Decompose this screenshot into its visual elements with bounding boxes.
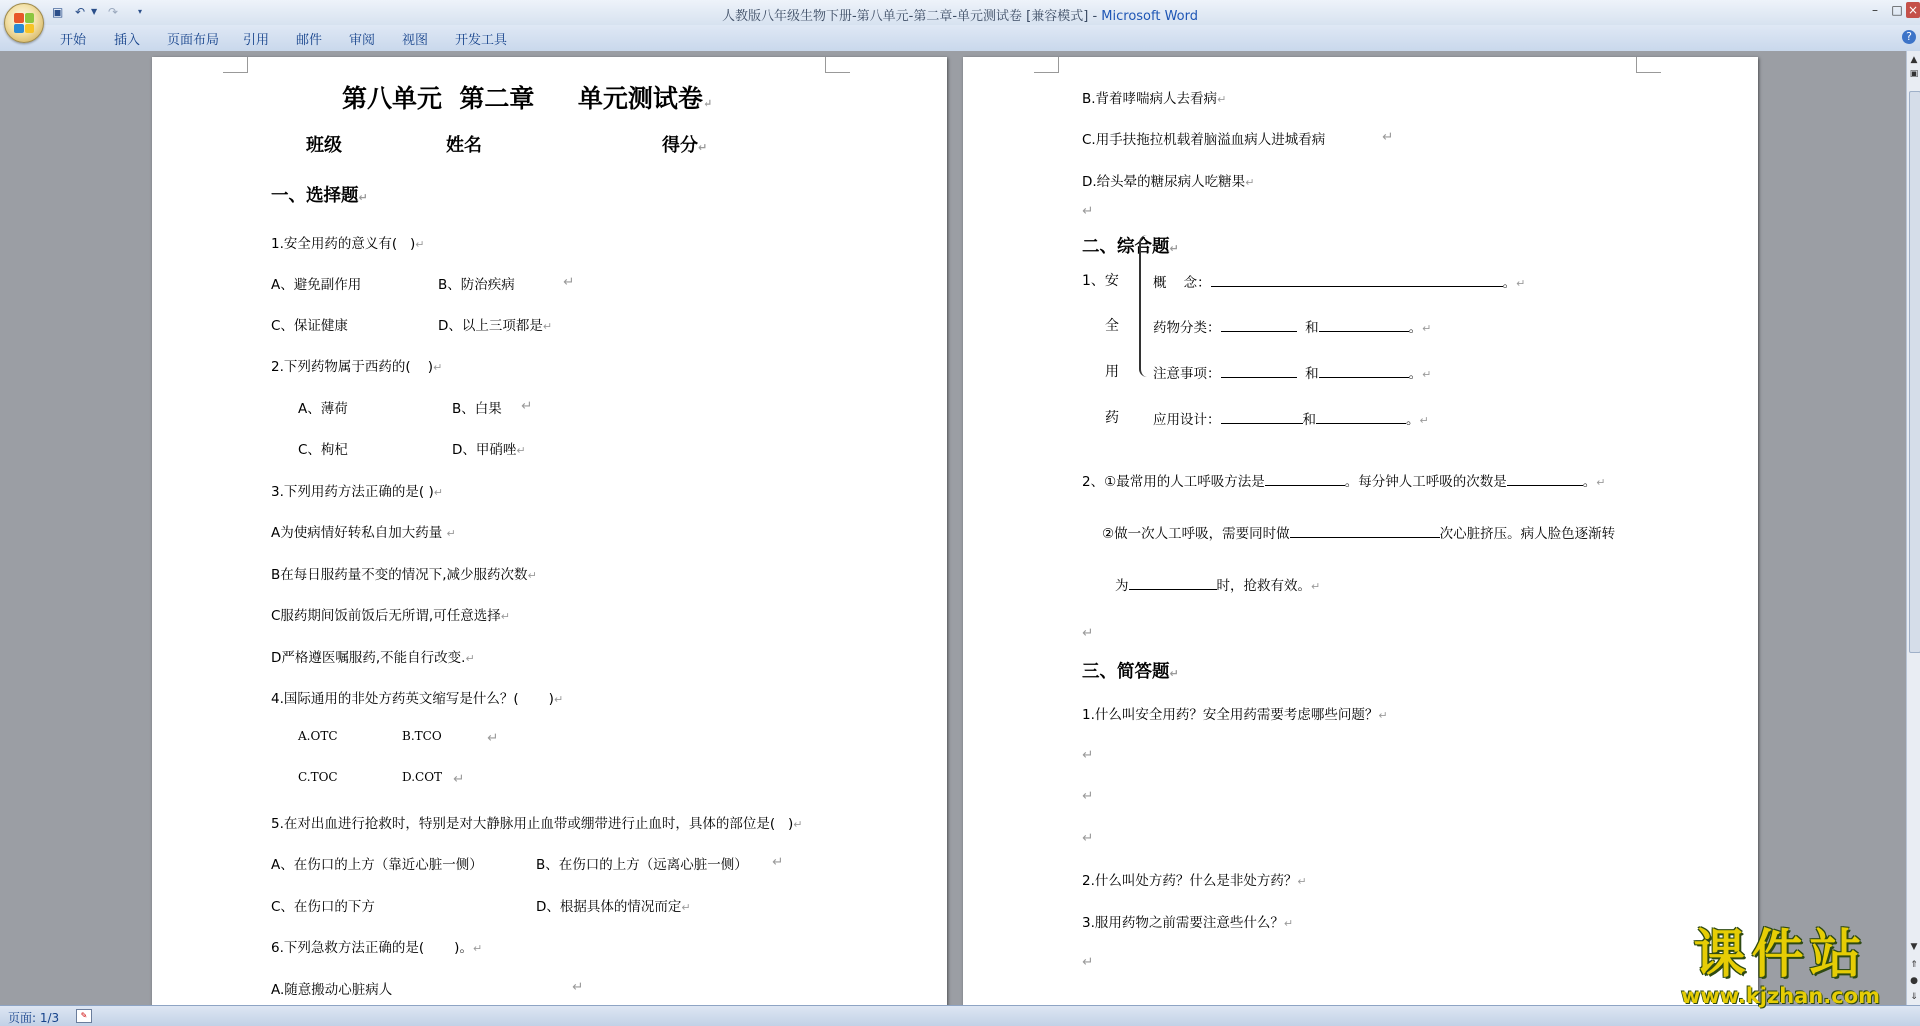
q6-option-b [1082, 87, 1226, 107]
s2-q2-part3-a: 为 [1115, 578, 1129, 594]
header-class-label: 班级 [306, 135, 342, 156]
blank-field[interactable] [1290, 523, 1440, 538]
help-icon[interactable]: ? [1902, 30, 1916, 44]
title-bar [0, 0, 1920, 25]
window-title-doc: 人教版八年级生物下册-第八单元-第二章-单元测试卷 [兼容模式] [721, 9, 1089, 24]
paragraph-mark: ↵ [542, 320, 553, 333]
paragraph-mark: ↵ [1516, 277, 1526, 290]
office-logo-icon [14, 13, 34, 33]
s2-end-mark: 。 [1408, 366, 1423, 382]
watermark-logo [1648, 926, 1913, 1008]
question-6 [271, 936, 482, 956]
paragraph-mark: ↵ [1082, 203, 1094, 219]
q1-option-d-text: D、以上三项都是 [438, 318, 543, 334]
select-browse-object-icon[interactable]: ● [1910, 976, 1918, 986]
q2-option-d-text: D、甲硝唑 [452, 442, 517, 458]
s2-q1-vertical-char: 全 [1105, 318, 1119, 334]
document-area [0, 51, 1906, 1005]
paragraph-mark: ↵ [793, 818, 803, 831]
blank-field[interactable] [1221, 317, 1297, 332]
question-1 [271, 232, 425, 252]
question-4-text: 4.国际通用的非处方药英文缩写是什么？( ) [271, 691, 554, 707]
minimize-button[interactable]: – [1872, 3, 1878, 17]
s2-application-label: 应用设计： [1153, 412, 1221, 428]
previous-page-icon[interactable]: ⇑ [1910, 960, 1918, 970]
q4-option-d: D.COT [402, 770, 443, 784]
tab-mailings[interactable]: 邮件 [296, 33, 323, 48]
paragraph-mark: ↵ [1082, 954, 1094, 970]
q5-option-b: B、在伤口的上方（远离心脏一侧） [536, 857, 748, 873]
paragraph-mark: ↵ [446, 527, 456, 540]
q6-option-c: C.用手扶拖拉机载着脑溢血病人进城看病 [1082, 132, 1326, 148]
s2-and: 和 [1305, 320, 1319, 336]
redo-icon[interactable]: ↷ [108, 5, 119, 19]
tab-insert[interactable]: 插入 [114, 33, 141, 48]
section-heading-3-text: 三、简答题 [1082, 662, 1170, 682]
ribbon-tab-bar [0, 25, 1920, 52]
header-name-label: 姓名 [446, 135, 482, 156]
customize-toolbar-icon[interactable]: ▾ [138, 7, 143, 16]
blank-field[interactable] [1319, 317, 1409, 332]
paragraph-mark: ↵ [1082, 830, 1094, 846]
s2-and: 和 [1302, 412, 1316, 428]
q2-option-a: A、薄荷 [298, 401, 348, 417]
q3-option-a-text: A为使病情好转私自加大药量 [271, 525, 443, 541]
s2-q1-prefix: 1、安 [1082, 273, 1119, 289]
paragraph-mark: ↵ [1419, 414, 1429, 427]
paragraph-mark: ↵ [698, 141, 708, 154]
header-score-label: 得分 [662, 135, 698, 156]
brace-icon [1139, 235, 1151, 377]
paragraph-mark: ↵ [1245, 176, 1255, 189]
paragraph-mark: ↵ [1422, 368, 1432, 381]
paragraph-mark: ↵ [702, 97, 713, 110]
paragraph-mark: ↵ [1169, 242, 1179, 255]
office-button[interactable] [4, 3, 44, 43]
q5-option-d [536, 895, 691, 915]
s2-notes-label: 注意事项： [1153, 366, 1221, 382]
s2-notes-row [1153, 362, 1431, 382]
window-title-sep: - [1088, 9, 1102, 24]
window-title-app: Microsoft Word [1101, 9, 1199, 24]
paragraph-mark: ↵ [1596, 476, 1606, 489]
scrollbar-thumb[interactable] [1909, 91, 1920, 653]
paragraph-mark: ↵ [1297, 875, 1307, 888]
tab-developer[interactable]: 开发工具 [455, 33, 508, 48]
paragraph-mark: ↵ [453, 771, 465, 787]
paragraph-mark: ↵ [1082, 625, 1094, 641]
window-title [0, 5, 1920, 24]
s2-end-mark: 。 [1502, 275, 1517, 291]
q5-option-d-text: D、根据具体的情况而定 [536, 899, 682, 915]
paragraph-mark: ↵ [772, 854, 784, 870]
watermark-url: www.kjzhan.com [1680, 984, 1881, 1008]
question-2 [271, 355, 442, 375]
s2-question-2-line-1 [1082, 470, 1605, 490]
undo-icon[interactable]: ↶ [75, 5, 86, 19]
paragraph-mark: ↵ [1378, 709, 1388, 722]
q6-option-a: A.随意搬动心脏病人 [271, 982, 393, 998]
paragraph-mark: ↵ [527, 569, 537, 582]
s2-and: 和 [1305, 366, 1319, 382]
s3-question-3 [1082, 911, 1293, 931]
vertical-scrollbar[interactable] [1906, 51, 1920, 1005]
q3-option-c [271, 604, 510, 624]
s3-question-1-text: 1.什么叫安全用药？安全用药需要考虑哪些问题？ [1082, 707, 1379, 723]
status-bar [0, 1005, 1920, 1026]
s2-q2-part2-a: ②做一次人工呼吸，需要同时做 [1102, 526, 1290, 542]
scroll-down-icon[interactable]: ▼ [1910, 942, 1918, 952]
q3-option-d [271, 646, 475, 666]
save-icon[interactable]: ▣ [52, 5, 64, 19]
q1-option-d [438, 314, 552, 334]
s2-end-mark: 。 [1406, 412, 1420, 428]
maximize-button[interactable]: □ [1891, 3, 1903, 17]
paragraph-mark: ↵ [1311, 580, 1321, 593]
tab-references[interactable]: 引用 [243, 33, 270, 48]
s2-q2-part1-b: 。每分钟人工呼吸的次数是 [1344, 474, 1507, 490]
blank-field[interactable] [1129, 575, 1217, 590]
q5-option-a: A、在伤口的上方（靠近心脏一侧） [271, 857, 483, 873]
q4-option-a: A.OTC [298, 729, 338, 743]
q6-option-d [1082, 170, 1254, 190]
s3-question-3-text: 3.服用药物之前需要注意些什么？ [1082, 915, 1284, 931]
question-5-text: 5.在对出血进行抢救时，特别是对大静脉用止血带或绷带进行止血时，具体的部位是( ) [271, 816, 794, 832]
q6-option-b-text: B.背着哮喘病人去看病 [1082, 91, 1218, 107]
page-count[interactable]: 页面: 1/3 [8, 1011, 60, 1025]
paragraph-mark: ↵ [433, 486, 443, 499]
paragraph-mark: ↵ [1217, 93, 1227, 106]
q3-option-c-text: C服药期间饭前饭后无所谓,可任意选择 [271, 608, 501, 624]
blank-field[interactable] [1211, 272, 1503, 287]
question-5 [271, 812, 803, 832]
section-heading-2-text: 二、综合题 [1082, 237, 1170, 257]
q3-option-b-text: B在每日服药量不变的情况下,减少服药次数 [271, 567, 528, 583]
q6-option-d-text: D.给头晕的糖尿病人吃糖果 [1082, 174, 1246, 190]
s2-classification-row [1153, 316, 1431, 336]
margin-corner [1034, 57, 1059, 73]
paragraph-mark: ↵ [1082, 747, 1094, 763]
question-2-text: 2.下列药物属于西药的( ) [271, 359, 434, 375]
blank-field[interactable] [1221, 409, 1303, 424]
tab-review[interactable]: 审阅 [349, 33, 376, 48]
s3-question-1 [1082, 703, 1388, 723]
paragraph-mark: ↵ [1283, 917, 1294, 930]
s2-question-2-line-2 [1102, 522, 1615, 542]
scroll-up-icon[interactable]: ▲ [1910, 55, 1918, 65]
section-heading-3 [1082, 658, 1179, 683]
section-heading-1-text: 一、选择题 [271, 186, 359, 206]
next-page-icon[interactable]: ⇓ [1910, 992, 1918, 1002]
s2-concept-row [1153, 271, 1525, 291]
document-title [342, 79, 712, 115]
proofing-icon[interactable]: ✎ [76, 1009, 92, 1023]
blank-field[interactable] [1316, 409, 1406, 424]
blank-field[interactable] [1319, 363, 1409, 378]
paragraph-mark: ↵ [521, 398, 533, 414]
q4-option-b: B.TCO [402, 729, 442, 743]
s2-classification-label: 药物分类： [1153, 320, 1221, 336]
s2-q1-vertical-char: 用 [1105, 364, 1119, 380]
blank-field[interactable] [1265, 471, 1345, 486]
s3-question-2-text: 2.什么叫处方药？什么是非处方药？ [1082, 873, 1298, 889]
tab-page-layout[interactable]: 页面布局 [167, 33, 220, 48]
paragraph-mark: ↵ [465, 652, 475, 665]
paragraph-mark: ↵ [358, 191, 368, 204]
section-heading-2 [1082, 233, 1179, 258]
paragraph-mark: ↵ [1422, 322, 1432, 335]
s3-question-2 [1082, 869, 1307, 889]
tab-home[interactable]: 开始 [60, 33, 87, 48]
q2-option-d [452, 438, 526, 458]
q2-option-b: B、白果 [452, 401, 502, 417]
header-score [662, 131, 707, 157]
close-button[interactable]: × [1907, 3, 1919, 17]
paragraph-mark: ↵ [1169, 667, 1179, 680]
question-4 [271, 687, 563, 707]
margin-corner [223, 57, 248, 73]
s2-q2-part2-b: 次心脏挤压。病人脸色逐渐转 [1439, 526, 1616, 542]
tab-view[interactable]: 视图 [402, 33, 429, 48]
ruler-toggle-icon[interactable]: ▣ [1909, 69, 1919, 79]
question-3-text: 3.下列用药方法正确的是( ) [271, 484, 434, 500]
q3-option-d-text: D严格遵医嘱服药,不能自行改变. [271, 650, 466, 666]
paragraph-mark: ↵ [1082, 788, 1094, 804]
paragraph-mark: ↵ [553, 693, 564, 706]
q1-option-b: B、防治疾病 [438, 277, 515, 293]
paragraph-mark: ↵ [472, 942, 483, 955]
paragraph-mark: ↵ [500, 610, 510, 623]
margin-corner [825, 57, 850, 73]
paragraph-mark: ↵ [415, 238, 425, 251]
undo-dropdown-icon[interactable]: ▼ [91, 7, 98, 16]
q3-option-a [271, 521, 456, 541]
page-2[interactable] [963, 57, 1758, 1005]
s2-end-mark: 。 [1408, 320, 1423, 336]
s2-application-row [1153, 408, 1429, 428]
paragraph-mark: ↵ [433, 361, 443, 374]
q2-option-c: C、枸杞 [298, 442, 348, 458]
question-6-text: 6.下列急救方法正确的是( )。 [271, 940, 473, 956]
blank-field[interactable] [1507, 471, 1583, 486]
question-3 [271, 480, 443, 500]
s2-concept-label: 概 念： [1153, 275, 1211, 291]
q1-option-c: C、保证健康 [271, 318, 348, 334]
q1-option-a: A、避免副作用 [271, 277, 362, 293]
s2-q1-vertical-char: 药 [1105, 410, 1119, 426]
section-heading-1 [271, 182, 368, 207]
margin-corner [1636, 57, 1661, 73]
q5-option-c: C、在伤口的下方 [271, 899, 375, 915]
paragraph-mark: ↵ [563, 274, 575, 290]
paragraph-mark: ↵ [572, 979, 584, 995]
q4-option-c: C.TOC [298, 770, 338, 784]
paragraph-mark: ↵ [487, 730, 499, 746]
watermark-main-text: 课件站 [1693, 925, 1868, 985]
blank-field[interactable] [1221, 363, 1297, 378]
document-title-text: 第八单元 第二章 单元测试卷 [342, 84, 703, 113]
s2-q2-part1-a: 2、①最常用的人工呼吸方法是 [1082, 474, 1265, 490]
s2-q2-part3-b: 时，抢救有效。 [1216, 578, 1311, 594]
question-1-text: 1.安全用药的意义有( ) [271, 236, 416, 252]
s2-end-mark: 。 [1582, 474, 1597, 490]
paragraph-mark: ↵ [681, 901, 691, 914]
page-1[interactable] [152, 57, 947, 1005]
paragraph-mark: ↵ [516, 444, 526, 457]
s2-question-2-line-3 [1115, 574, 1320, 594]
paragraph-mark: ↵ [1382, 129, 1394, 145]
q3-option-b [271, 563, 537, 583]
